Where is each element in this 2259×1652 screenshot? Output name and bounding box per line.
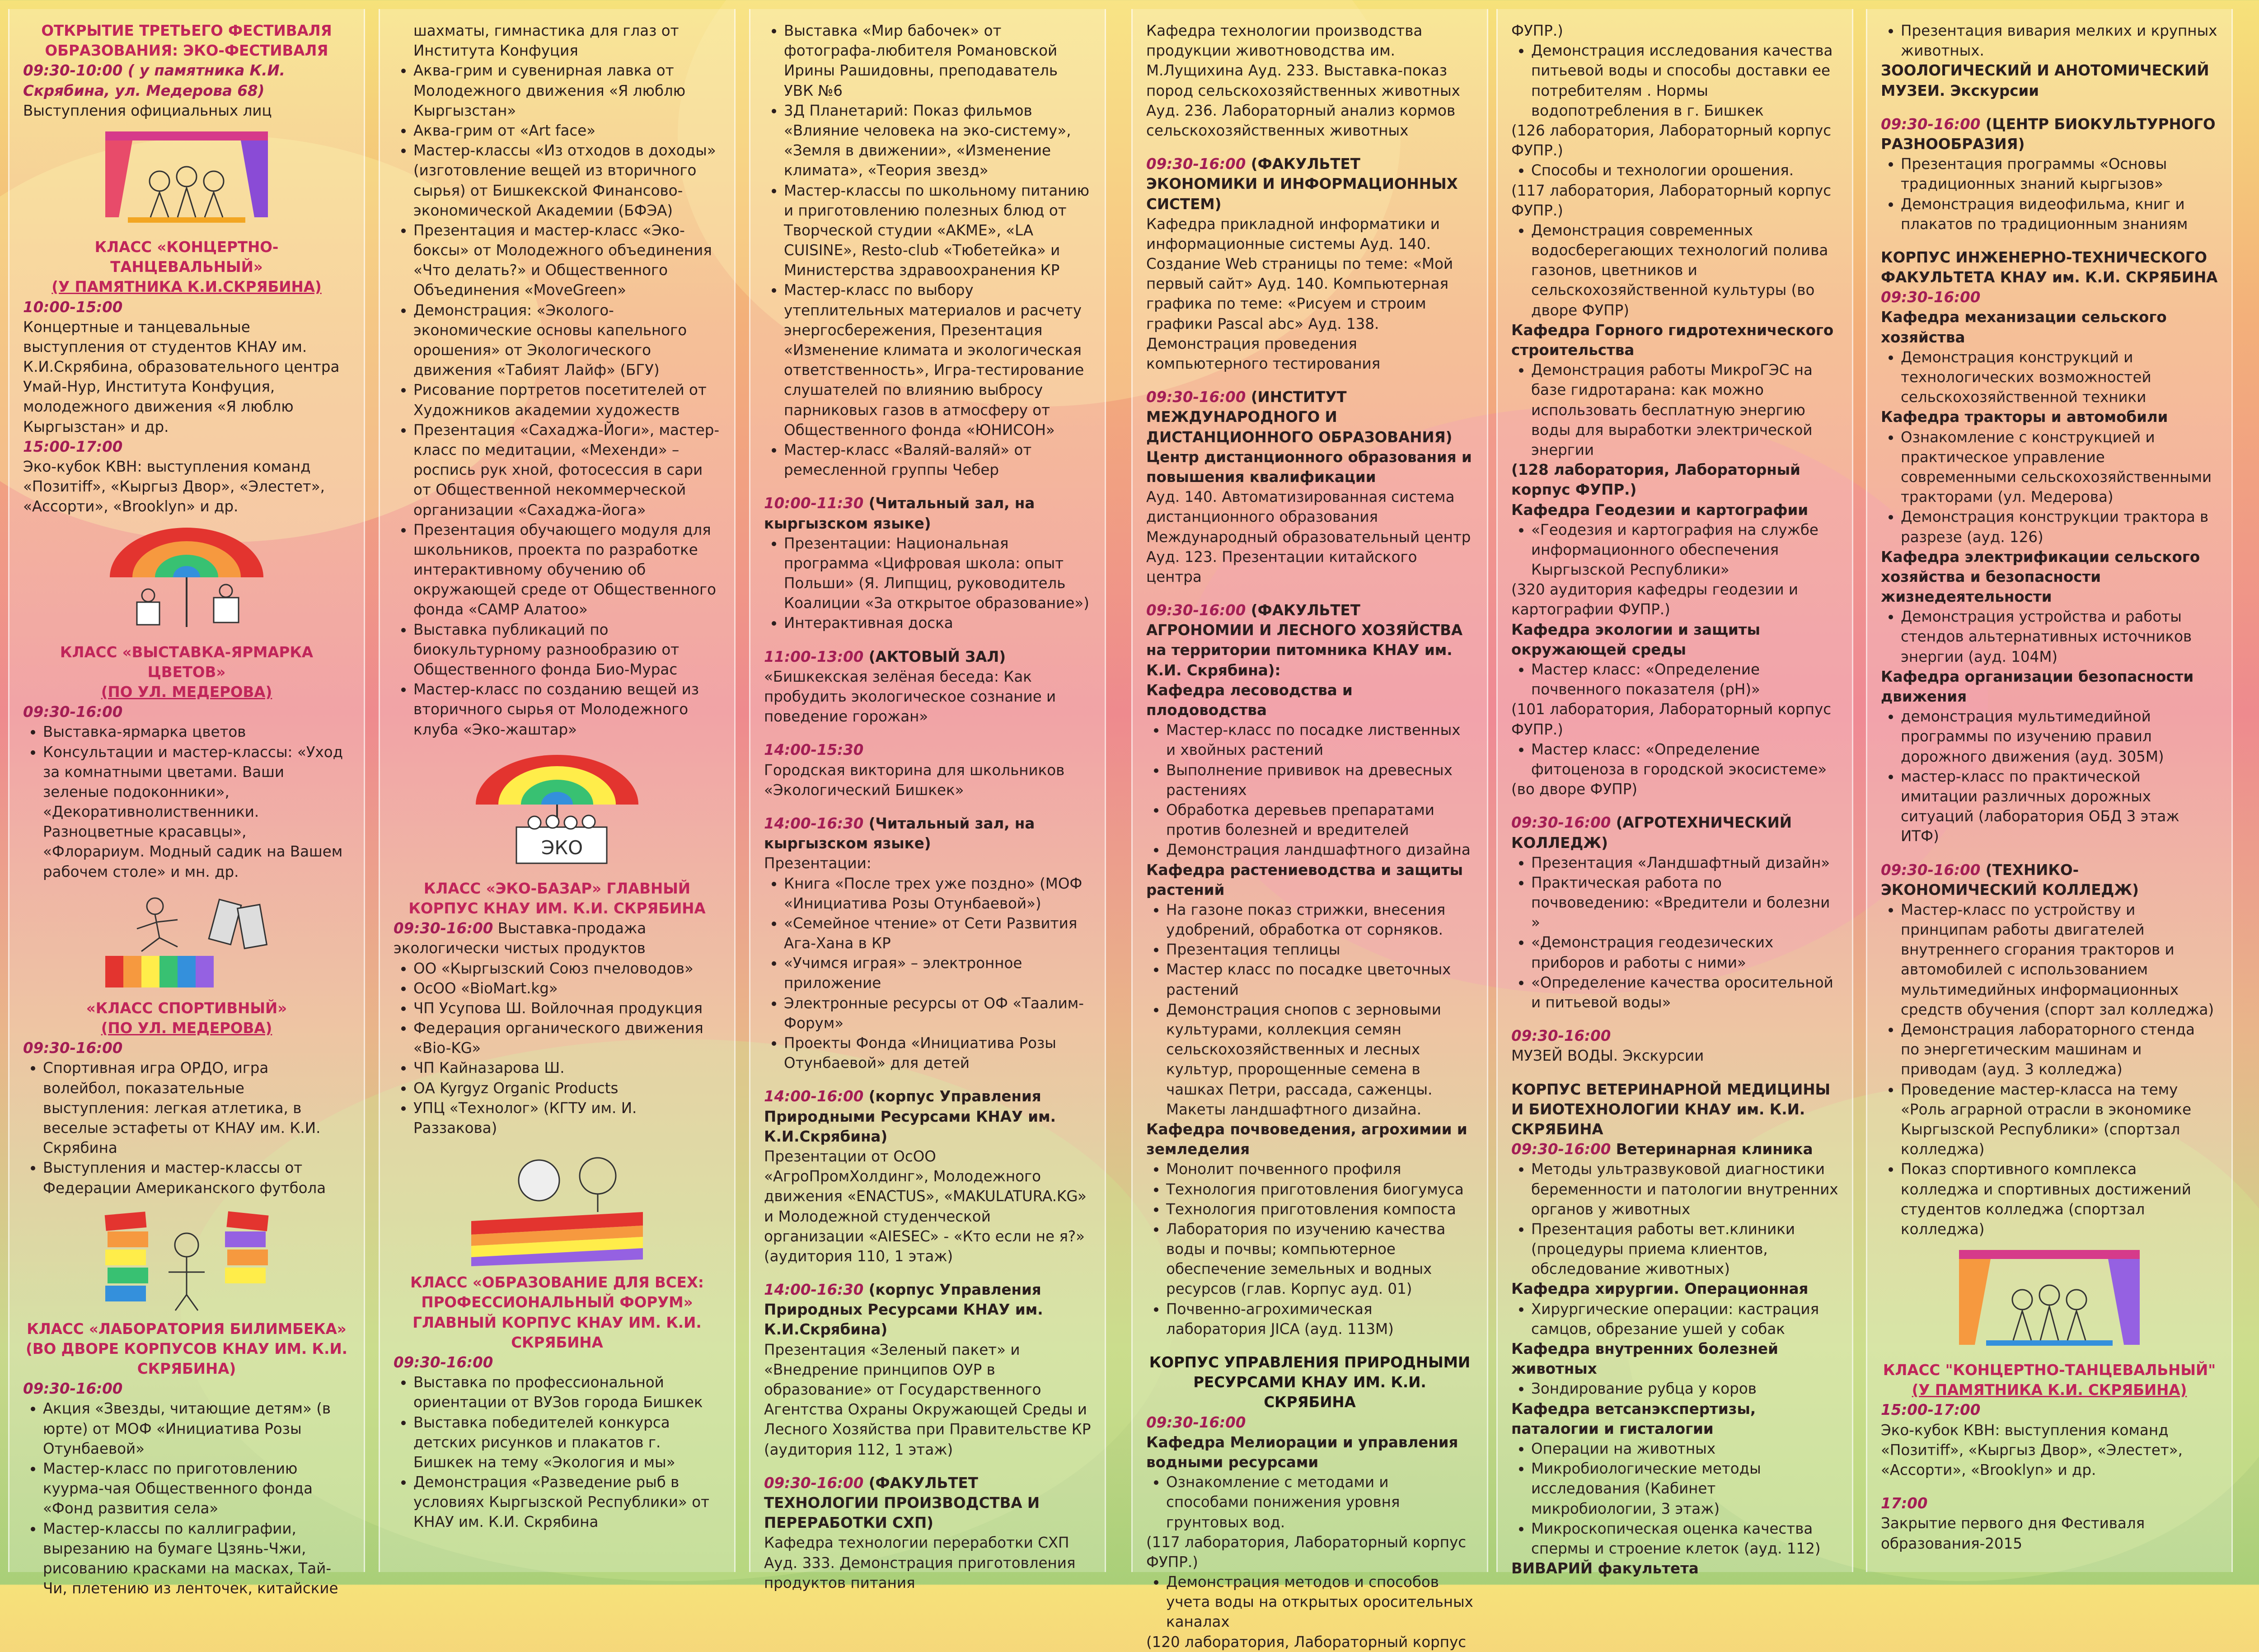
list-item: • Лаборатория по изучению качества воды и почвы; компьютерное обеспечение земельных и водных ресурсов (глав. Корпус ауд. 01): [1166, 1219, 1473, 1299]
department-title: Центр дистанционного образования и повышения квалификации: [1146, 448, 1472, 486]
session-heading: 09:30-16:00 (ЦЕНТР БИОКУЛЬТУРНОГО РАЗНООБРАЗИЯ): [1881, 115, 2216, 153]
list-item: • Ознакомление с конструкцией и практическое управление современными сельскохозяйственными тракторами (ул. Медерова): [1901, 427, 2218, 507]
bullet-list: [1881, 21, 2218, 61]
umbrella-flowers-illustration: [96, 523, 277, 636]
bullet-list: [1881, 347, 2218, 407]
list-item: • Мастер-классы «Из отходов в доходы» (изготовление вещей из вторичного сырья) от Бишкекской Финансово-экономической Академии (БФЭА): [413, 140, 721, 220]
time-label: 14:00-15:30: [764, 741, 864, 759]
program-column-3: [749, 9, 1106, 1591]
list-item: • демонстрация мультимедийной программы по изучению правил дорожного движения (ауд. 305М): [1901, 707, 2218, 767]
bullet-list: [1511, 739, 1838, 779]
list-item: • Презентации: Национальная программа «Цифровая школа: опыт Польши» (Я. Липщиц, руководитель Коалиции «За открытое образование»): [784, 534, 1091, 613]
text: Презентации от ОсОО «АгроПромХолдинг», Молодежного движения «ENACTUS», «MAKULATURA.KG» и Молодежной студенческой организации «AIESEC» - «Кто если не я?» (аудитория 110, 1 этаж): [764, 1147, 1087, 1265]
list-item: • Демонстрация исследования качества питьевой воды и способы доставки ее потребителям . Нормы водопотребления в г. Бишкек: [1531, 41, 1838, 121]
section-heading: «КЛАСС СПОРТИВНЫЙ»: [86, 999, 287, 1017]
list-item: • Мастер-класс по приготовлению куурма-чая Общественного фонда «Фонд развития села»: [43, 1459, 350, 1519]
bullet-list: [1146, 900, 1473, 1119]
time-label: 10:00-15:00: [23, 298, 123, 316]
text: (117 лаборатория, Лабораторный корпус ФУПР.): [1146, 1533, 1467, 1571]
list-item: • Интерактивная доска: [784, 613, 1091, 633]
section-heading: ЗООЛОГИЧЕСКИЙ И АНОТОМИЧЕСКИЙ МУЗЕИ. Экскурсии: [1881, 62, 2209, 99]
list-item: • Книга «После трех уже поздно» (МОФ «Инициатива Розы Отунбаевой»): [784, 874, 1091, 913]
department-title: Кафедра электрификации сельского хозяйства и безопасности жизнедеятельности: [1881, 548, 2200, 606]
list-item: • Демонстрация конструкции трактора в разрезе (ауд. 126): [1901, 507, 2218, 547]
list-item: • Ознакомление с методами и способами понижения уровня грунтовых вод.: [1166, 1472, 1473, 1532]
list-item: • Спортивная игра ОРДО, игра волейбол, показательные выступления: легкая атлетика, в веселые эстафеты от КНАУ им. К.И. Скрябина: [43, 1058, 350, 1158]
list-item: • Федерация органического движения «Bio-KG»: [413, 1018, 721, 1058]
department-title: Кафедра лесоводства и плодоводства: [1146, 681, 1353, 719]
bullet-list: [1146, 1472, 1473, 1532]
list-item: • Мастер класс: «Определение фитоценоза в городской экосистеме»: [1531, 739, 1838, 779]
list-item: • Методы ультразвуковой диагностики беременности и патологии внутренних органов у животных: [1531, 1159, 1838, 1219]
list-item: • Мастер-классы по каллиграфии, вырезанию на бумаге Цзянь-Чжи, рисованию красками на масках, Тай-Чи, плетению из ленточек, китайские: [43, 1519, 350, 1599]
list-item: • Презентация работы вет.клиники (процедуры приема клиентов, обследование животных): [1531, 1219, 1838, 1279]
list-item: • «Демонстрация геодезических приборов и работы с ними»: [1531, 932, 1838, 972]
bullet-list: [1146, 1159, 1473, 1339]
list-item: • Демонстрация: «Эколого- экономические основы капельного орошения» от Экологического движения «Табият Лайф» (БГУ): [413, 300, 721, 380]
session-heading: 10:00-11:30 (Читальный зал, на кыргызском языке): [764, 495, 1035, 532]
bullet-list: [764, 21, 1091, 480]
bullet-list: [1881, 154, 2218, 234]
list-item: • Мастер-класс по посадке лиственных и хвойных растений: [1166, 720, 1473, 760]
text: Закрытие первого дня Фестиваля образования-2015: [1881, 1515, 2145, 1552]
list-item: • Микробиологические методы исследования (Кабинет микробиологии, 3 этаж): [1531, 1459, 1838, 1519]
list-item: • Демонстрация ландшафтного дизайна: [1166, 840, 1473, 860]
time-label: 09:30-16:00: [1881, 289, 1981, 306]
list-item: • Выставка публикаций по биокультурному разнообразию от Общественного фонда Био-Мурас: [413, 620, 721, 680]
text: 09:30-16:00 Выставка-продажа экологически чистых продуктов: [394, 920, 647, 957]
bullet-list: [1146, 1572, 1473, 1632]
concert-stage-illustration: [101, 127, 272, 231]
list-item: • Выставка-ярмарка цветов: [43, 722, 350, 742]
session-heading: 09:30-16:00 (ФАКУЛЬТЕТ АГРОНОМИИ И ЛЕСНОГО ХОЗЯЙСТВА на территории питомника КНАУ им. К.И. Скрябина):: [1146, 602, 1463, 679]
department-title: Кафедра тракторы и автомобили: [1881, 408, 2168, 426]
list-item: • Демонстрация лабораторного стенда по энергетическим машинам и приводам (ауд. 3 колледжа): [1901, 1020, 2218, 1080]
list-item: • Выступления и мастер-классы от Федерации Американского футбола: [43, 1158, 350, 1198]
text: Кафедра технологии производства продукции животноводства им. М.Лущихина Ауд. 233. Выставка-показ пород сельскохозяйственных животных Ауд. 236. Лабораторный анализ кормов сельскохозяйственных животных: [1146, 22, 1460, 139]
eco-bazaar-illustration: [462, 746, 652, 872]
bullet-list: [23, 1058, 350, 1198]
text: (101 лаборатория, Лабораторный корпус ФУПР.): [1511, 701, 1832, 738]
department-title: Кафедра ветсанэкспертизы, паталогии и гисталогии: [1511, 1400, 1756, 1437]
bullet-list: [1511, 1439, 1838, 1558]
bullet-list: [394, 1372, 721, 1532]
list-item: • Технология приготовления компоста: [1166, 1199, 1473, 1219]
text: Выступления официальных лиц: [23, 102, 272, 119]
list-item: • Выставка победителей конкурса детских рисунков и плакатов г. Бишкек на тему «Экология и мы»: [413, 1413, 721, 1473]
text: Концертные и танцевальные выступления от студентов КНАУ им. К.И.Скрябина, образовательного центра Умай-Нур, Института Конфуция, молодежного движения «Я люблю Кыргызстан» и др.: [23, 318, 340, 435]
text: Эко-кубок КВН: выступления команд «Позитiff», «Кыргыз Двор», «Элестет», «Ассорти», «Brooklyn» и др.: [1881, 1421, 2183, 1479]
list-item: • ЧП Усупова Ш. Войлочная продукция: [413, 998, 721, 1018]
section-heading: ОТКРЫТИЕ ТРЕТЬЕГО ФЕСТИВАЛЯ ОБРАЗОВАНИЯ: ЭКО-ФЕСТИВАЛЯ: [41, 22, 332, 60]
list-item: • Демонстрация методов и способов учета воды на открытых оросительных каналах: [1166, 1572, 1473, 1632]
list-item: • Способы и технологии орошения.: [1531, 160, 1838, 180]
list-item: • Демонстрация работы МикроГЭС на базе гидротарана: как можно использовать бесплатную энергию воды для выработки электрической энергии: [1531, 360, 1838, 460]
bullet-list: [764, 534, 1091, 633]
session-heading: 14:00-16:30 (Читальный зал, на кыргызском языке): [764, 814, 1035, 852]
session-heading: 14:00-16:00 (корпус Управления Природными Ресурсами КНАУ им. К.И.Скрябина): [764, 1088, 1056, 1145]
text: Эко-кубок КВН: выступления команд «Позитiff», «Кыргыз Двор», «Элестет», «Ассорти», «Brooklyn» и др.: [23, 458, 325, 515]
text: (128 лаборатория, Лабораторный корпус ФУПР.): [1511, 461, 1800, 499]
department-title: Кафедра экологии и защиты окружающей среды: [1511, 621, 1760, 658]
list-item: • Микроскопическая оценка качества спермы и строение клеток (ауд. 112): [1531, 1519, 1838, 1558]
list-item: • Проведение мастер-класса на тему «Роль аграрной отрасли в экономике Кыргызской Республики» (спортзал колледжа): [1901, 1080, 2218, 1160]
list-item: • Показ спортивного комплекса колледжа и спортивных достижений студентов колледжа (спортзал колледжа): [1901, 1159, 2218, 1239]
list-item: • Операции на животных: [1531, 1439, 1838, 1459]
department-title: Кафедра Мелиорации и управления водными ресурсами: [1146, 1433, 1458, 1471]
session-heading: 09:30-16:00 Ветеринарная клиника: [1511, 1141, 1813, 1158]
time-label: 17:00: [1881, 1495, 1928, 1512]
list-item: • Акция «Звезды, читающие детям» (в юрте) от МОФ «Инициатива Розы Отунбаевой»: [43, 1399, 350, 1459]
list-item: шахматы, гимнастика для глаз от Института Конфуция: [413, 22, 679, 60]
list-item: • Технология приготовления биогумуса: [1166, 1179, 1473, 1199]
list-item: • Презентация «Сахаджа-Йоги», мастер-класс по медитации, «Мехенди» – роспись рук хной, фотосессия в сари от Общественной некоммерческой организации «Сахаджа-йога»: [413, 420, 721, 520]
list-item: • Демонстрация конструкций и технологических возможностей сельскохозяйственной техники: [1901, 347, 2218, 407]
text: (во дворе ФУПР): [1511, 781, 1638, 798]
list-item: • Презентация «Ландшафтный дизайн»: [1531, 853, 1838, 873]
time-label: 09:30-16:00: [1146, 1413, 1246, 1431]
list-item: • «Семейное чтение» от Сети Развития Ага-Хана в КР: [784, 913, 1091, 953]
list-item: • ОА Kyrgyz Organic Products: [413, 1078, 721, 1098]
session-heading: 14:00-16:30 (корпус Управления Природных Ресурсами КНАУ им. К.И.Скрябина): [764, 1281, 1043, 1338]
list-item: • ОО «Кыргызский Союз пчеловодов»: [413, 959, 721, 978]
list-item: • На газоне показ стрижки, внесения удобрений, обработка от сорняков.: [1166, 900, 1473, 940]
list-item: • Электронные ресурсы от ОФ «Таалим-Форум»: [784, 993, 1091, 1033]
list-item: • УПЦ «Технолог» (КГТУ им. И. Раззакова): [413, 1098, 721, 1138]
list-item: • Мастер-класс «Валяй-валяй» от ремесленной группы Чебер: [784, 440, 1091, 480]
section-heading: КЛАСС «ЭКО-БАЗАР» ГЛАВНЫЙ КОРПУС КНАУ ИМ. К.И. СКРЯБИНА: [408, 880, 706, 917]
list-item: • Зондирование рубца у коров: [1531, 1379, 1838, 1399]
session-heading: 09:30-16:00 (ИНСТИТУТ МЕЖДУНАРОДНОГО И ДИСТАНЦИОННОГО ОБРАЗОВАНИЯ): [1146, 388, 1453, 446]
session-heading: 11:00-13:00 (АКТОВЫЙ ЗАЛ): [764, 648, 1006, 665]
list-item: • Аква-грим от «Art face»: [413, 121, 721, 140]
list-item: • Рисование портретов посетителей от Художников академии художеств: [413, 380, 721, 420]
session-heading: 09:30-16:00 (АГРОТЕХНИЧЕСКИЙ КОЛЛЕДЖ): [1511, 814, 1792, 852]
department-title: Кафедра почвоведения, агрохимии и земледелия: [1146, 1120, 1467, 1158]
session-heading: 09:30-16:00 (ТЕХНИКО-ЭКОНОМИЧЕСКИЙ КОЛЛЕДЖ): [1881, 861, 2139, 899]
bullet-list: [1511, 220, 1838, 320]
list-item: • «Определение качества оросительной и питьевой воды»: [1531, 973, 1838, 1012]
list-item: • «Учимся играя» – электронное приложение: [784, 953, 1091, 993]
list-item: • Мастер класс: «Определение почвенного показателя (pH)»: [1531, 660, 1838, 699]
time-label: 15:00-17:00: [23, 438, 123, 455]
text: ФУПР.): [1511, 22, 1563, 39]
bullet-list: [1511, 660, 1838, 699]
list-item: • Выполнение прививок на древесных растениях: [1166, 760, 1473, 800]
bullet-list: [23, 1399, 350, 1598]
time-label: 09:30-16:00: [23, 1039, 123, 1057]
svg-text:ЭКО: ЭКО: [541, 836, 583, 859]
time-label: 09:30-16:00: [23, 703, 123, 721]
list-item: • 3Д Планетарий: Показ фильмов «Влияние человека на эко-систему», «Земля в движении», «Изменение климата», «Теория звезд»: [784, 101, 1091, 181]
education-forum-illustration: [462, 1144, 652, 1266]
bullet-list: [1511, 360, 1838, 460]
list-item: • Презентация программы «Основы традиционных знаний кыргызов»: [1901, 154, 2218, 194]
bullet-list: [1881, 707, 2218, 846]
bullet-list: [764, 874, 1091, 1073]
time-label: 09:30-16:00: [23, 1380, 123, 1398]
list-item: • Презентация обучающего модуля для школьников, проекта по разработке интерактивному обучению об окружающей среде от Общественного фонда «САМР Алатоо»: [413, 520, 721, 620]
list-item: • Мастер-классы по школьному питанию и приготовлению полезных блюд от Творческой студии «AKME», «LA CUISINE», Resto-club «Тюбетейка» и Министерства здравоохранения КР: [784, 181, 1091, 281]
text: Городская викторина для школьников «Экологический Бишкек»: [764, 761, 1065, 799]
department-title: Кафедра хирургии. Операционная: [1511, 1280, 1809, 1298]
bullet-list: [23, 722, 350, 882]
department-title: Кафедра Горного гидротехнического строительства: [1511, 321, 1834, 359]
bullet-list: [1511, 1159, 1838, 1279]
section-location: (ПО УЛ. МЕДЕРОВА): [101, 683, 272, 701]
program-column-4: [1131, 9, 1488, 1651]
section-heading: КОРПУС ВЕТЕРИНАРНОЙ МЕДИЦИНЫ И БИОТЕХНОЛОГИИ КНАУ им. К.И. СКРЯБИНА: [1511, 1081, 1831, 1138]
list-item: • Монолит почвенного профиля: [1166, 1159, 1473, 1179]
text: (117 лаборатория, Лабораторный корпус ФУПР.): [1511, 182, 1832, 219]
list-item: • ОсОО «BioMart.kg»: [413, 978, 721, 998]
lab-professor-illustration: [101, 1204, 272, 1313]
list-item: • Мастер-класс по выбору утеплительных материалов и расчету энергосбережения, Презентация «Изменение климата и экологическая ответственность», Игра-тестирование слушателей по влиянию выбросу парниковых газов в атмосферу от Общественного фонда «ЮНИСОН»: [784, 280, 1091, 440]
bullet-list: [1511, 41, 1838, 121]
bullet-list: [1511, 853, 1838, 1013]
department-title: Кафедра механизации сельского хозяйства: [1881, 309, 2167, 346]
list-item: • Выставка по профессиональной ориентации от ВУЗов города Бишкек: [413, 1372, 721, 1412]
list-item: • Демонстрация современных водосберегающих технологий полива газонов, цветников и сельскохозяйственной культуры (во дворе ФУПР): [1531, 220, 1838, 320]
bullet-list: [1511, 1379, 1838, 1399]
list-item: • Мастер-класс по устройству и принципам работы двигателей внутреннего сгорания тракторов и автомобилей с использованием мультимедийных информационных средств обучения (спорт зал колледжа): [1901, 900, 2218, 1020]
list-item: • мастер-класс по практической имитации различных дорожных ситуаций (лаборатория ОБД 3 этаж ИТФ): [1901, 767, 2218, 847]
text: (126 лаборатория, Лабораторный корпус ФУПР.): [1511, 122, 1832, 159]
session-heading: 09:30-16:00 (ФАКУЛЬТЕТ ТЕХНОЛОГИИ ПРОИЗВОДСТВА И ПЕРЕРАБОТКИ СХП): [764, 1474, 1040, 1532]
time-label: 15:00-17:00: [1881, 1401, 1981, 1419]
department-title: Кафедра внутренних болезней животных: [1511, 1340, 1778, 1378]
section-location: (У ПАМЯТНИКА К.И. СКРЯБИНА): [1912, 1381, 2187, 1399]
section-heading: КОРПУС УПРАВЛЕНИЯ ПРИРОДНЫМИ РЕСУРСАМИ КНАУ ИМ. К.И. СКРЯБИНА: [1149, 1354, 1471, 1411]
department-title: Кафедра организации безопасности движения: [1881, 668, 2194, 705]
list-item: • Демонстрация снопов с зерновыми культурами, коллекция семян сельскохозяйственных и лесных культур, пророщенные семена в чашках Петри, рассада, саженцы. Макеты ландшафтного дизайна.: [1166, 1000, 1473, 1119]
concert-stage-illustration: [1954, 1245, 2144, 1354]
list-item: • Мастер класс по посадке цветочных растений: [1166, 959, 1473, 999]
section-heading: КЛАСС «ВЫСТАВКА-ЯРМАРКА ЦВЕТОВ»: [60, 643, 314, 681]
text: Презентации:: [764, 855, 872, 872]
text: «Бишкекская зелёная беседа: Как пробудить экологическое сознание и поведение горожан»: [764, 668, 1056, 725]
list-item: • Презентация и мастер-класс «Эко-боксы» от Молодежного объединения «Что делать?» и Общественного Объединения «MoveGreen»: [413, 220, 721, 300]
text: Кафедра прикладной информатики и информационные системы Ауд. 140. Создание Web страницы по теме: «Мой первый сайт» Ауд. 140. Компьютерная графика по теме: «Рисуем и строим графики Pascal abc» Ауд. 138. Демонстрация проведения компьютерного тестирования: [1146, 215, 1453, 372]
time-label: 09:30-16:00: [394, 1353, 493, 1371]
bullet-list: [1511, 1299, 1838, 1339]
list-item: • Демонстрация «Разведение рыб в условиях Кыргызской Республики» от КНАУ им. К.И. Скрябина: [413, 1472, 721, 1532]
list-item: • Консультации и мастер-классы: «Уход за комнатными цветами. Ваши зеленые подоконники», «Декоративнолиственники. Разноцветные красавцы», «Флорариум. Модный садик на Вашем рабочем столе» и мн. др.: [43, 742, 350, 882]
section-heading: КЛАСС «ОБРАЗОВАНИЕ ДЛЯ ВСЕХ: ПРОФЕССИОНАЛЬНЫЙ ФОРУМ» ГЛАВНЫЙ КОРПУС КНАУ ИМ. К.И. СКРЯБИНА: [410, 1274, 704, 1351]
list-item: • Демонстрация устройства и работы стендов альтернативных источников энергии (ауд. 104М): [1901, 607, 2218, 667]
list-item: • Презентация теплицы: [1166, 940, 1473, 959]
bullet-list: [1511, 520, 1838, 580]
list-item: • Презентация вивария мелких и крупных животных.: [1901, 21, 2218, 61]
program-column-2: [379, 9, 736, 1572]
list-item: • Практическая работа по почвоведению: «Вредители и болезни »: [1531, 873, 1838, 933]
program-column-1: [8, 9, 365, 1597]
section-heading: КЛАСС «ЛАБОРАТОРИЯ БИЛИМБЕКА» (ВО ДВОРЕ КОРПУСОВ КНАУ ИМ. К.И. СКРЯБИНА): [25, 1320, 348, 1378]
session-heading: 09:30-16:00 (ФАКУЛЬТЕТ ЭКОНОМИКИ И ИНФОРМАЦИОННЫХ СИСТЕМ): [1146, 155, 1458, 213]
list-item: • ЧП Кайназарова Ш.: [413, 1058, 721, 1078]
section-heading: КЛАСС «КОНЦЕРТНО-ТАНЦЕВАЛЬНЫЙ»: [94, 238, 279, 276]
text: Кафедра технологии переработки СХП Ауд. 333. Демонстрация приготовления продуктов питания: [764, 1534, 1076, 1591]
bullet-list: [1881, 900, 2218, 1239]
program-column-6: [1866, 9, 2233, 1572]
list-item: • Аква-грим и сувенирная лавка от Молодежного движения «Я люблю Кыргызстан»: [413, 61, 721, 121]
list-item: • Почвенно-агрохимическая лаборатория JICA (ауд. 113М): [1166, 1299, 1473, 1339]
text: (120 лаборатория, Лабораторный корпус: [1146, 1633, 1467, 1651]
section-heading: КОРПУС ИНЖЕНЕРНО-ТЕХНИЧЕСКОГО ФАКУЛЬТЕТА КНАУ им. К.И. СКРЯБИНА: [1881, 248, 2218, 286]
department-title: ВИВАРИЙ факультета: [1511, 1560, 1699, 1577]
bullet-list: [1511, 160, 1838, 180]
text: (320 аудитория кафедры геодезии и картографии ФУПР.): [1511, 581, 1799, 618]
bullet-list: [394, 61, 721, 739]
time-label: 09:30-16:00: [1511, 1027, 1611, 1045]
list-item: • Хирургические операции: кастрация самцов, обрезание ушей у собак: [1531, 1299, 1838, 1339]
text: Презентация «Зеленый пакет» и «Внедрение принципов ОУР в образование» от Государственного Агентства Охраны Окружающей Среды и Лесного Хозяйства при Правительстве КР (аудитория 112, 1 этаж): [764, 1341, 1091, 1458]
sport-runner-illustration: [101, 888, 272, 992]
department-title: Кафедра растениеводства и защиты растений: [1146, 861, 1463, 899]
time-label: 09:30-10:00 ( у памятника К.И. Скрябина, ул. Медерова 68): [23, 62, 286, 99]
bullet-list: [1146, 720, 1473, 860]
list-item: • Выставка «Мир бабочек» от фотографа-любителя Романовской Ирины Рашидовны, преподаватель УВК №6: [784, 21, 1091, 101]
bullet-list: [1881, 607, 2218, 667]
section-heading: КЛАСС "КОНЦЕРТНО-ТАНЦЕВАЛЬНЫЙ": [1883, 1362, 2216, 1379]
bullet-list: [394, 21, 721, 61]
list-item: • Мастер-класс по созданию вещей из вторичного сырья от Молодежного клуба «Эко-жаштар»: [413, 679, 721, 739]
section-location: (ПО УЛ. МЕДЕРОВА): [101, 1020, 272, 1037]
text: МУЗЕЙ ВОДЫ. Экскурсии: [1511, 1047, 1704, 1065]
department-title: Кафедра Геодезии и картографии: [1511, 501, 1809, 519]
bullet-list: [1881, 427, 2218, 547]
section-location: (У ПАМЯТНИКА К.И.СКРЯБИНА): [52, 278, 322, 296]
bullet-list: [394, 959, 721, 1138]
list-item: • Обработка деревьев препаратами против болезней и вредителей: [1166, 800, 1473, 840]
list-item: • Демонстрация видеофильма, книг и плакатов по традиционным знаниям: [1901, 194, 2218, 234]
list-item: • Проекты Фонда «Инициатива Розы Отунбаевой» для детей: [784, 1033, 1091, 1073]
list-item: • «Геодезия и картография на службе информационного обеспечения Кыргызской Республики»: [1531, 520, 1838, 580]
program-column-5: [1496, 9, 1853, 1577]
text: Ауд. 140. Автоматизированная система дистанционного образования Международный образовательный центр Ауд. 123. Презентации китайского центра: [1146, 488, 1471, 585]
